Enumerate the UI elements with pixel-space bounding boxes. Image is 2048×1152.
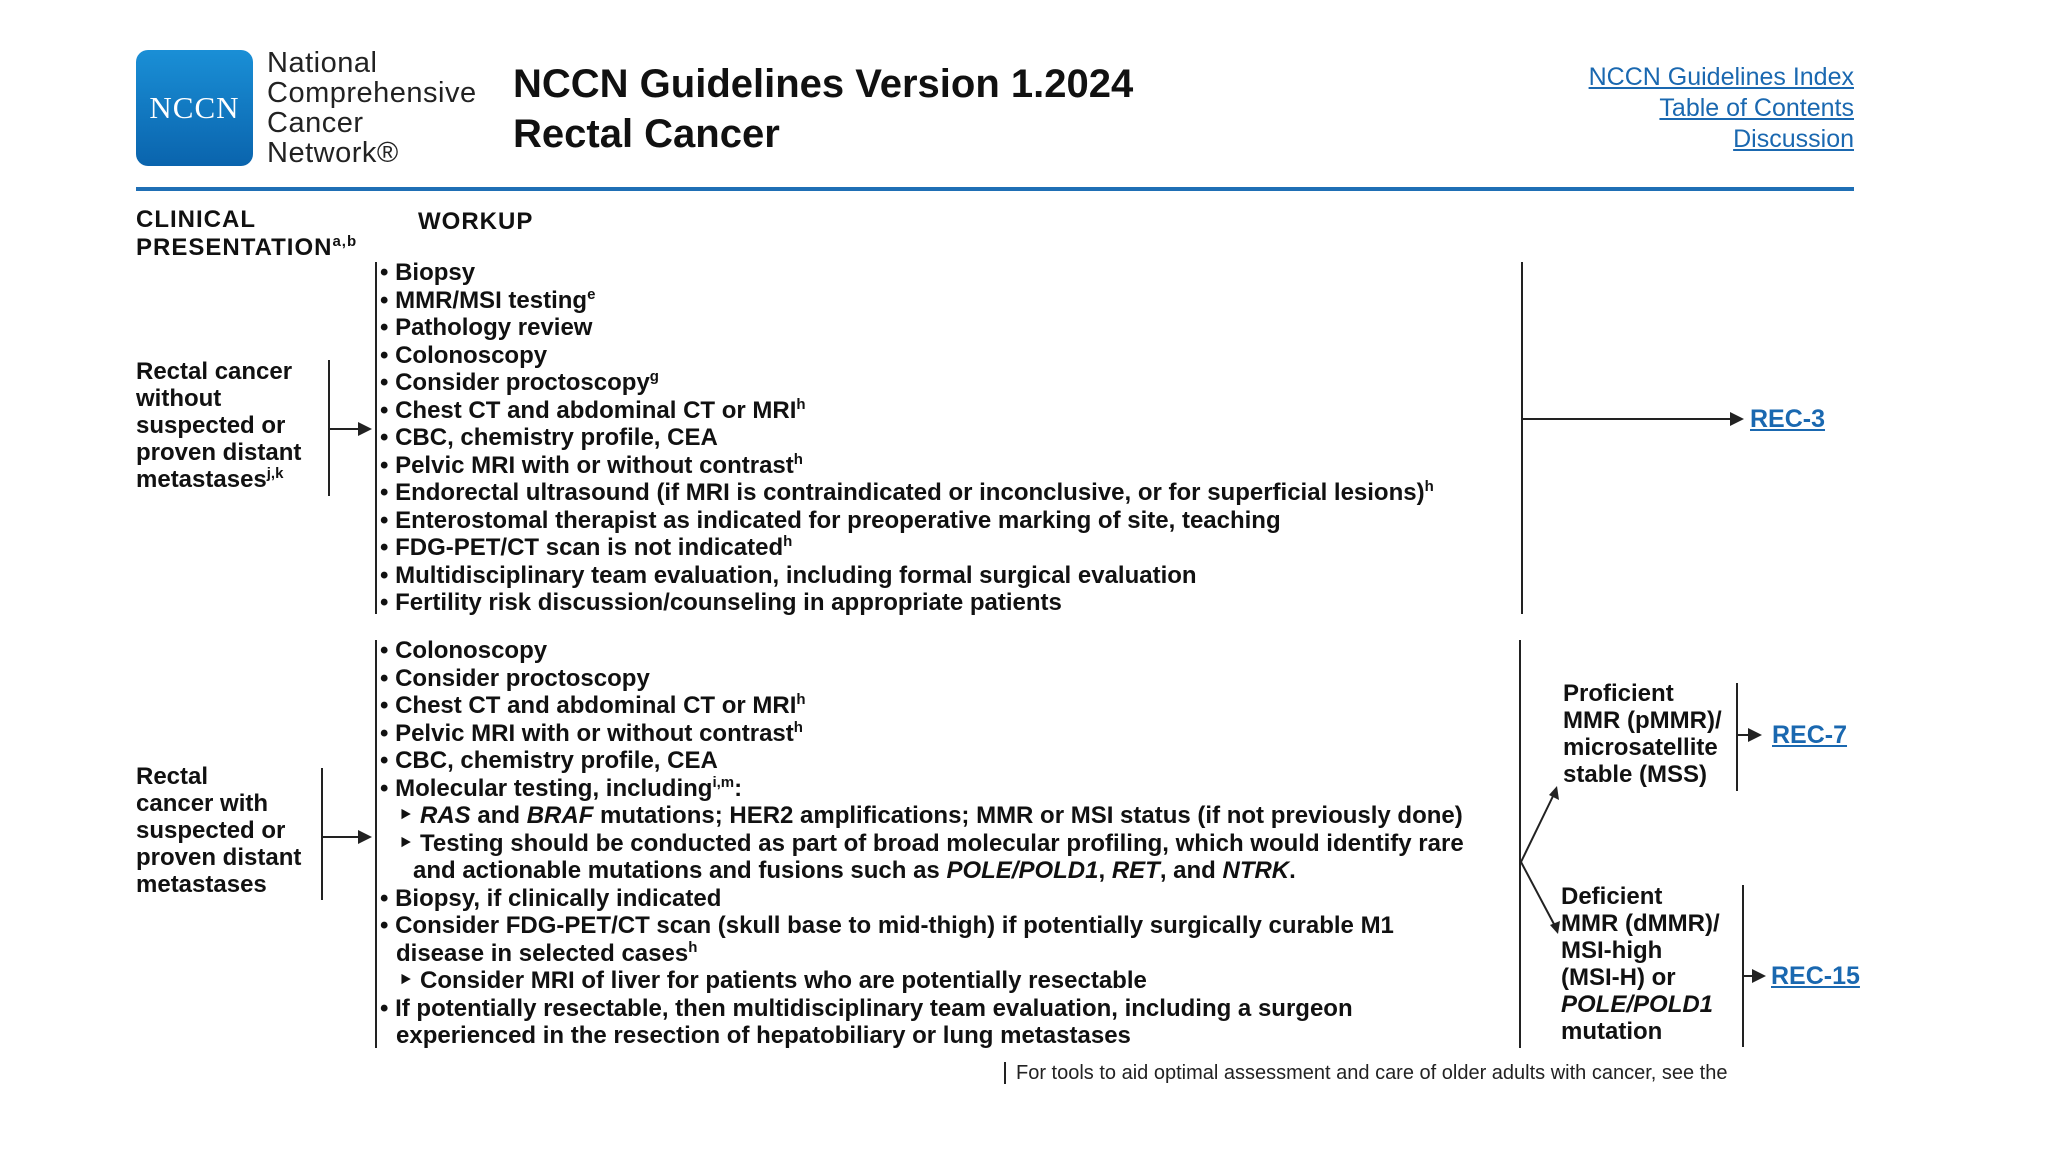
item-text: experienced in the resection of hepatobiliary or lung metastases: [396, 1022, 1131, 1049]
list-subitem: [380, 802, 1464, 830]
item-text: and actionable mutations and fusions such as: [413, 857, 947, 884]
list-item: [380, 665, 1464, 693]
arrow-head-icon: [358, 830, 372, 844]
item-text: Multidisciplinary team evaluation, including formal surgical evaluation: [395, 561, 1197, 589]
outcome-line: stable (MSS): [1563, 761, 1708, 788]
list-item: [380, 452, 1434, 480]
footnote-ref: e: [587, 285, 596, 303]
bracket-line: [1521, 262, 1523, 614]
footnote-ref: h: [793, 718, 803, 736]
presentation-line: suspected or: [136, 817, 286, 844]
list-item: [380, 637, 1464, 665]
table-of-contents-link[interactable]: Table of Contents: [1659, 94, 1854, 122]
list-item: [380, 775, 1464, 803]
org-line: Comprehensive: [267, 77, 477, 109]
outcome-pmmr: [1563, 680, 1722, 788]
item-text: Pelvic MRI with or without contrast: [395, 719, 794, 747]
item-text: Pathology review: [395, 314, 593, 341]
item-text: and: [470, 802, 527, 829]
list-item: [380, 747, 1464, 775]
nccn-logo: [136, 50, 253, 166]
footer-text: For tools to aid optimal assessment and care of older adults with cancer, see the: [1016, 1062, 1728, 1084]
list-item: [380, 369, 1434, 397]
header-divider: [136, 187, 1854, 191]
gene-name: RET: [1111, 857, 1160, 884]
list-subitem: [380, 830, 1464, 858]
item-text: , and: [1159, 857, 1223, 884]
footnote-ref: j,k: [266, 465, 284, 482]
workup-list-2: [380, 637, 1464, 1050]
presentation-line: cancer with: [136, 790, 269, 817]
footnote-ref: h: [688, 938, 698, 956]
arrow-head-icon: [1549, 786, 1559, 800]
item-text: ,: [1098, 857, 1112, 884]
item-text: Chest CT and abdominal CT or MRI: [395, 396, 797, 424]
item-text: Consider MRI of liver for patients who are potentially resectable: [420, 967, 1147, 994]
list-subitem: [380, 967, 1464, 995]
connector-line: [323, 836, 361, 838]
guideline-topic-title: Rectal Cancer: [513, 112, 780, 156]
item-text: Colonoscopy: [395, 637, 548, 664]
list-item-continued: [380, 1022, 1464, 1050]
item-text: disease in selected cases: [396, 939, 689, 967]
rec-15-link[interactable]: REC-15: [1771, 962, 1860, 990]
rec-3-link[interactable]: REC-3: [1750, 405, 1826, 433]
logo-text: NCCN: [149, 90, 240, 125]
outcome-line: MMR (pMMR)/: [1563, 707, 1722, 734]
heading-line: [136, 234, 357, 262]
presentation-line: metastases: [136, 871, 267, 898]
connector-line: [1523, 418, 1733, 420]
guidelines-index-link[interactable]: NCCN Guidelines Index: [1588, 63, 1854, 91]
arrow-head-icon: [1730, 412, 1744, 426]
presentation-line: proven distant: [136, 844, 302, 871]
outcome-line: MMR (dMMR)/: [1561, 910, 1720, 937]
presentation-line: Rectal cancer: [136, 358, 293, 385]
outcome-line: Proficient: [1563, 680, 1674, 707]
footnote-ref: g: [649, 368, 659, 385]
list-item: [380, 562, 1434, 590]
heading-text: PRESENTATION: [136, 234, 333, 261]
list-item: [380, 720, 1464, 748]
presentation-line: suspected or: [136, 412, 286, 439]
header-links: [1500, 62, 1854, 155]
item-text: .: [1289, 857, 1296, 884]
outcome-line: Deficient: [1561, 883, 1663, 910]
item-text: Consider proctoscopy: [395, 369, 650, 396]
list-item: [380, 885, 1464, 913]
bracket-line: [1736, 683, 1738, 791]
branch-line: [1521, 792, 1555, 862]
list-item: [380, 259, 1434, 287]
outcome-line: microsatellite: [1563, 734, 1718, 761]
presentation-no-metastases: [136, 358, 301, 493]
outcome-line: (MSI-H) or: [1561, 964, 1676, 991]
item-text: Colonoscopy: [395, 341, 548, 369]
workup-heading: WORKUP: [418, 208, 534, 235]
item-text: CBC, chemistry profile, CEA: [395, 747, 718, 774]
presentation-line: without: [136, 385, 222, 412]
gene-name: BRAF: [526, 802, 594, 829]
item-text: CBC, chemistry profile, CEA: [395, 424, 718, 451]
list-item: [380, 342, 1434, 370]
list-item: [380, 479, 1434, 507]
presentation-with-metastases: [136, 763, 301, 898]
bracket-line: [321, 768, 323, 900]
footer-note: [1004, 1062, 1904, 1084]
connector-line: [330, 428, 360, 430]
rec-7-link[interactable]: REC-7: [1772, 721, 1848, 749]
presentation-line: proven distant: [136, 439, 302, 466]
list-item: [380, 692, 1464, 720]
item-text: Enterostomal therapist as indicated for preoperative marking of site, teaching: [395, 506, 1281, 534]
list-item: [380, 287, 1434, 315]
item-text: Biopsy, if clinically indicated: [395, 884, 722, 912]
list-item: [380, 995, 1464, 1023]
item-text: Consider FDG-PET/CT scan (skull base to mid-thigh) if potentially surgically curable M1: [395, 912, 1394, 939]
branch-line: [1521, 862, 1555, 926]
guideline-version-title: NCCN Guidelines Version 1.2024: [513, 62, 1134, 106]
arrow-head-icon: [1752, 969, 1766, 983]
item-text: mutations; HER2 amplifications; MMR or MSI status (if not previously done): [593, 802, 1463, 829]
footnote-ref: h: [796, 691, 806, 708]
list-item: [380, 397, 1434, 425]
item-text: Endorectal ultrasound (if MRI is contraindicated or inconclusive, or for superficial lesions): [395, 479, 1425, 506]
presentation-text: metastases: [136, 466, 267, 493]
outcome-line: MSI-high: [1561, 937, 1663, 964]
org-name: [267, 48, 477, 168]
footnote-ref: h: [793, 450, 803, 468]
outcome-line: mutation: [1561, 1018, 1663, 1045]
gene-name: POLE/POLD1: [946, 857, 1099, 884]
presentation-line: Rectal: [136, 763, 209, 790]
outcome-dmmr: [1561, 883, 1720, 1045]
footnote-ref: h: [783, 533, 793, 550]
workup-list-1: [380, 259, 1434, 617]
list-item: [380, 314, 1434, 342]
clinical-presentation-heading: [136, 206, 357, 262]
list-item: [380, 589, 1434, 617]
arrow-head-icon: [1550, 921, 1560, 934]
discussion-link[interactable]: Discussion: [1733, 125, 1854, 153]
outcome-line: POLE/POLD1: [1561, 991, 1714, 1018]
item-text: Pelvic MRI with or without contrast: [395, 451, 794, 479]
org-line: Cancer: [267, 107, 364, 139]
footnote-ref: h: [1424, 478, 1434, 495]
item-text: FDG-PET/CT scan is not indicated: [395, 534, 784, 561]
list-subitem-continued: [380, 857, 1464, 885]
item-text: If potentially resectable, then multidisciplinary team evaluation, including a surgeon: [395, 994, 1353, 1022]
arrow-head-icon: [358, 422, 372, 436]
bracket-line: [375, 262, 377, 614]
org-line: Network®: [267, 137, 399, 169]
item-text: Molecular testing, including: [395, 774, 713, 802]
list-item-continued: [380, 940, 1464, 968]
org-line: National: [267, 47, 378, 79]
item-text: Chest CT and abdominal CT or MRI: [395, 692, 797, 719]
presentation-line: [136, 466, 301, 493]
bracket-line: [1742, 885, 1744, 1047]
footer-bar: [1004, 1062, 1006, 1084]
heading-line: CLINICAL: [136, 206, 256, 233]
branch-arrows: [1519, 780, 1564, 940]
item-text: Biopsy: [395, 259, 476, 286]
list-item: [380, 424, 1434, 452]
item-text: :: [734, 774, 743, 802]
item-text: Consider proctoscopy: [395, 664, 650, 692]
footnote-ref: a,b: [332, 233, 358, 250]
list-item: [380, 534, 1434, 562]
footer-row: [1004, 1062, 1904, 1084]
list-item: [380, 507, 1434, 535]
item-text: Fertility risk discussion/counseling in appropriate patients: [395, 589, 1062, 616]
gene-name: RAS: [420, 802, 471, 829]
footnote-ref: i,m: [712, 773, 735, 791]
item-text: Testing should be conducted as part of broad molecular profiling, which would identify rare: [420, 829, 1464, 857]
bracket-line: [375, 640, 377, 1048]
arrow-head-icon: [1748, 728, 1762, 742]
footnote-ref: h: [796, 395, 806, 413]
item-text: MMR/MSI testing: [395, 286, 588, 314]
list-item: [380, 912, 1464, 940]
gene-name: NTRK: [1222, 857, 1290, 884]
